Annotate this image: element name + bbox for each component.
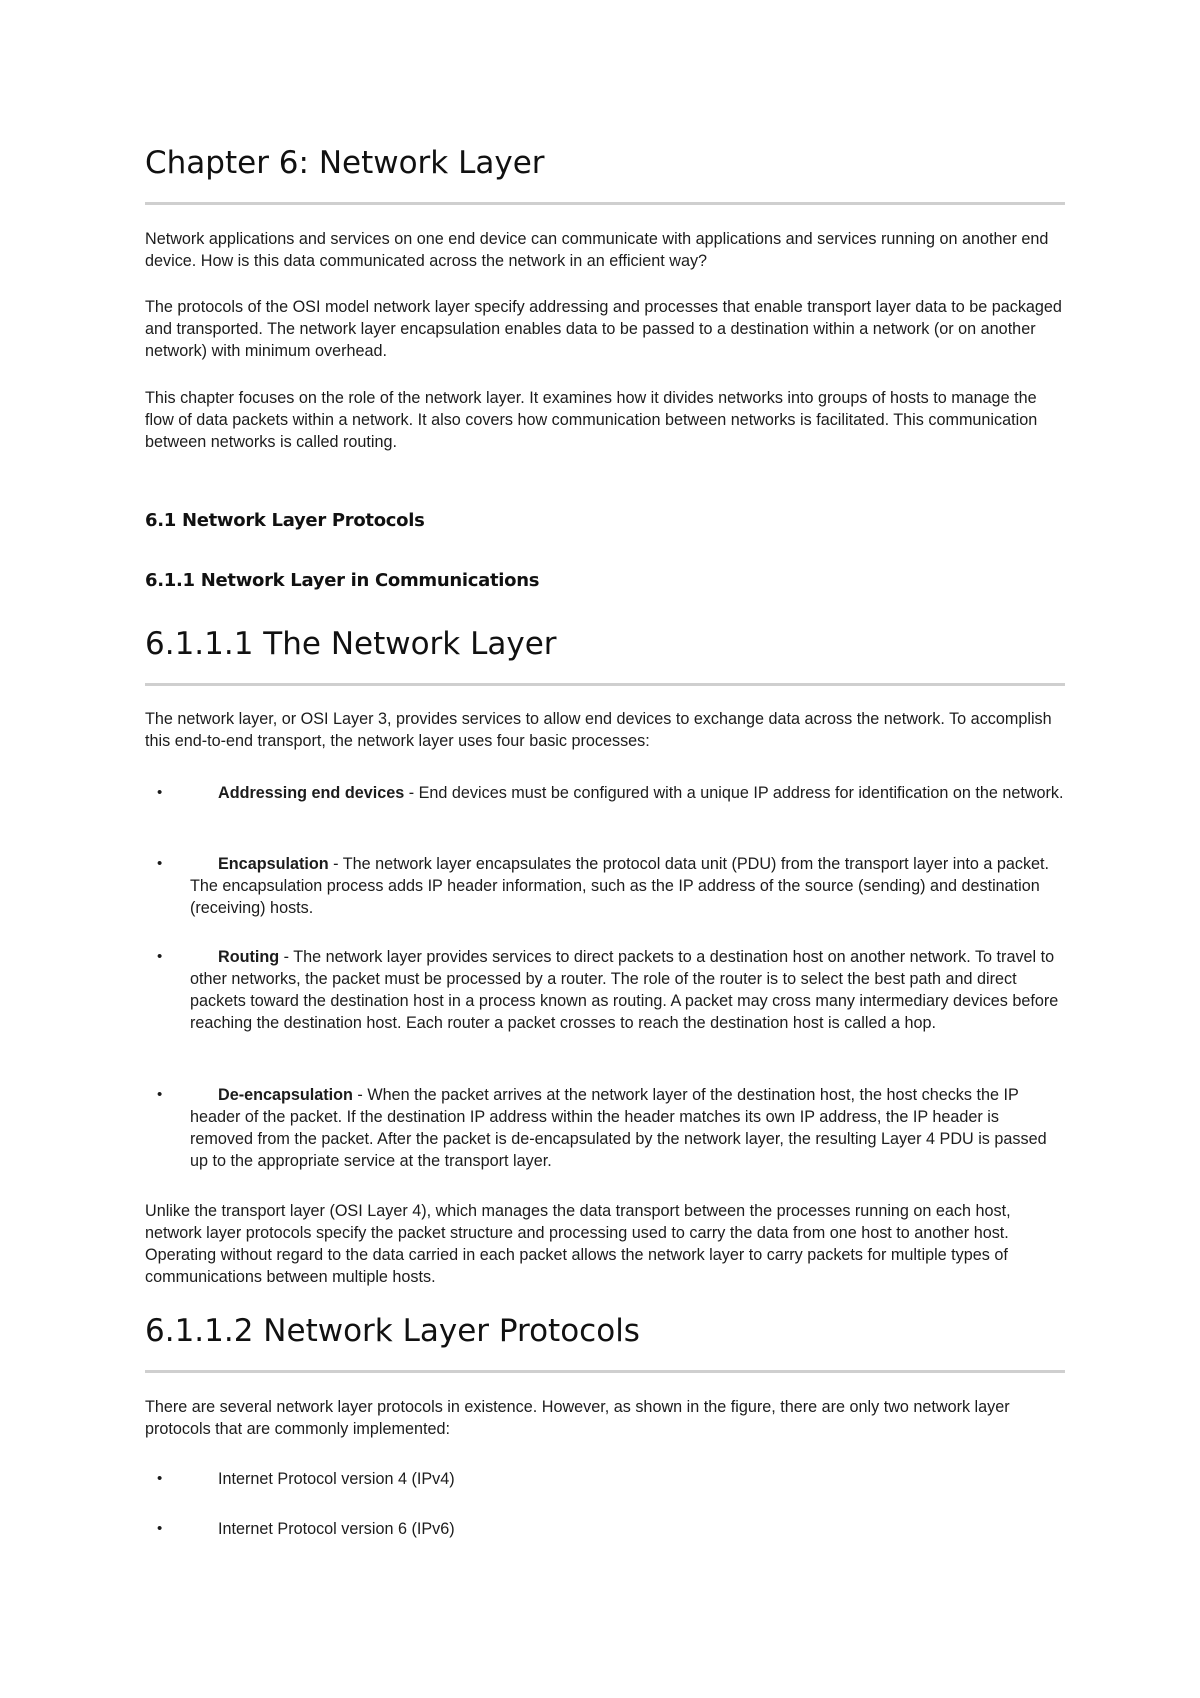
intro-paragraph: This chapter focuses on the role of the network layer. It examines how it divides networks into groups of hosts to manage the flow of data packets within a network. It also covers how communication between networks is facilitated. This communication between networks is called routing. [145,389,1038,451]
section-heading-6-1: 6.1 Network Layer Protocols [145,510,425,531]
list-item [145,853,1065,919]
list-item [145,1518,1065,1540]
section-intro-6-1-1-2: There are several network layer protocols in existence. However, as shown in the figure, there are only two network layer protocols that are commonly implemented: [145,1398,1010,1438]
bullet-term: De-encapsulation [218,1086,353,1104]
intro-paragraph: Network applications and services on one end device can communicate with applications and services running on another end device. How is this data communicated across the network in an efficient way? [145,230,1049,270]
bullet-icon: • [157,855,163,872]
bullet-term: Addressing end devices [218,784,405,802]
bullet-term: Routing [218,948,280,966]
list-item [145,946,1065,1034]
bullet-text: - The network layer provides services to direct packets to a destination host on another network. To travel to other networks, the packet must be processed by a router. The role of the router is to select the best path and direct packets toward the destination host in a process known as routing. A packet may cross many intermediary devices before reaching the destination host. Each router a packet crosses to reach the destination host is called a hop. [190,948,1059,1032]
section-outro-6-1-1-1: Unlike the transport layer (OSI Layer 4), which manages the data transport between the processes running on each host, network layer protocols specify the packet structure and processing used to carry the data from one host to another host. Operating without regard to the data carried in each packet allows the network layer to carry packets for multiple types of communications between multiple hosts. [145,1202,1011,1286]
list-item [145,782,1065,804]
list-item [145,1468,1065,1490]
chapter-title-rule [145,202,1065,205]
section-rule-6-1-1-2 [145,1370,1065,1373]
bullet-content [190,855,1049,917]
bullet-text: Internet Protocol version 4 (IPv4) [218,1470,455,1488]
bullet-icon: • [157,948,163,965]
section-intro-6-1-1-1: The network layer, or OSI Layer 3, provides services to allow end devices to exchange data across the network. To accomplish this end-to-end transport, the network layer uses four basic processes: [145,710,1052,750]
bullet-icon: • [157,784,163,801]
bullet-text: - When the packet arrives at the network layer of the destination host, the host checks the IP header of the packet. If the destination IP address within the header matches its own IP address, the IP header is removed from the packet. After the packet is de-encapsulated by the network layer, the resulting Layer 4 PDU is passed up to the appropriate service at the transport layer. [190,1086,1047,1170]
bullet-icon: • [157,1086,163,1103]
bullet-content [190,1086,1047,1170]
bullet-text: - The network layer encapsulates the protocol data unit (PDU) from the transport layer into a packet. The encapsulation process adds IP header information, such as the IP address of the source (sending) and destination (receiving) hosts. [190,855,1050,917]
intro-paragraph: The protocols of the OSI model network layer specify addressing and processes that enable transport layer data to be packaged and transported. The network layer encapsulation enables data to be passed to a destination within a network (or on another network) with minimum overhead. [145,298,1062,360]
section-title-6-1-1-1: 6.1.1.1 The Network Layer [145,626,557,662]
section-title-6-1-1-2: 6.1.1.2 Network Layer Protocols [145,1313,640,1349]
bullet-text: Internet Protocol version 6 (IPv6) [218,1520,455,1538]
list-item [145,1084,1065,1172]
section-rule-6-1-1-1 [145,683,1065,686]
chapter-title: Chapter 6: Network Layer [145,145,545,181]
bullet-content [190,948,1058,1032]
bullet-icon: • [157,1520,163,1537]
section-heading-6-1-1: 6.1.1 Network Layer in Communications [145,570,540,591]
bullet-text: - End devices must be configured with a unique IP address for identification on the network. [404,784,1064,802]
bullet-content [190,784,1064,802]
bullet-icon: • [157,1470,163,1487]
bullet-term: Encapsulation [218,855,329,873]
